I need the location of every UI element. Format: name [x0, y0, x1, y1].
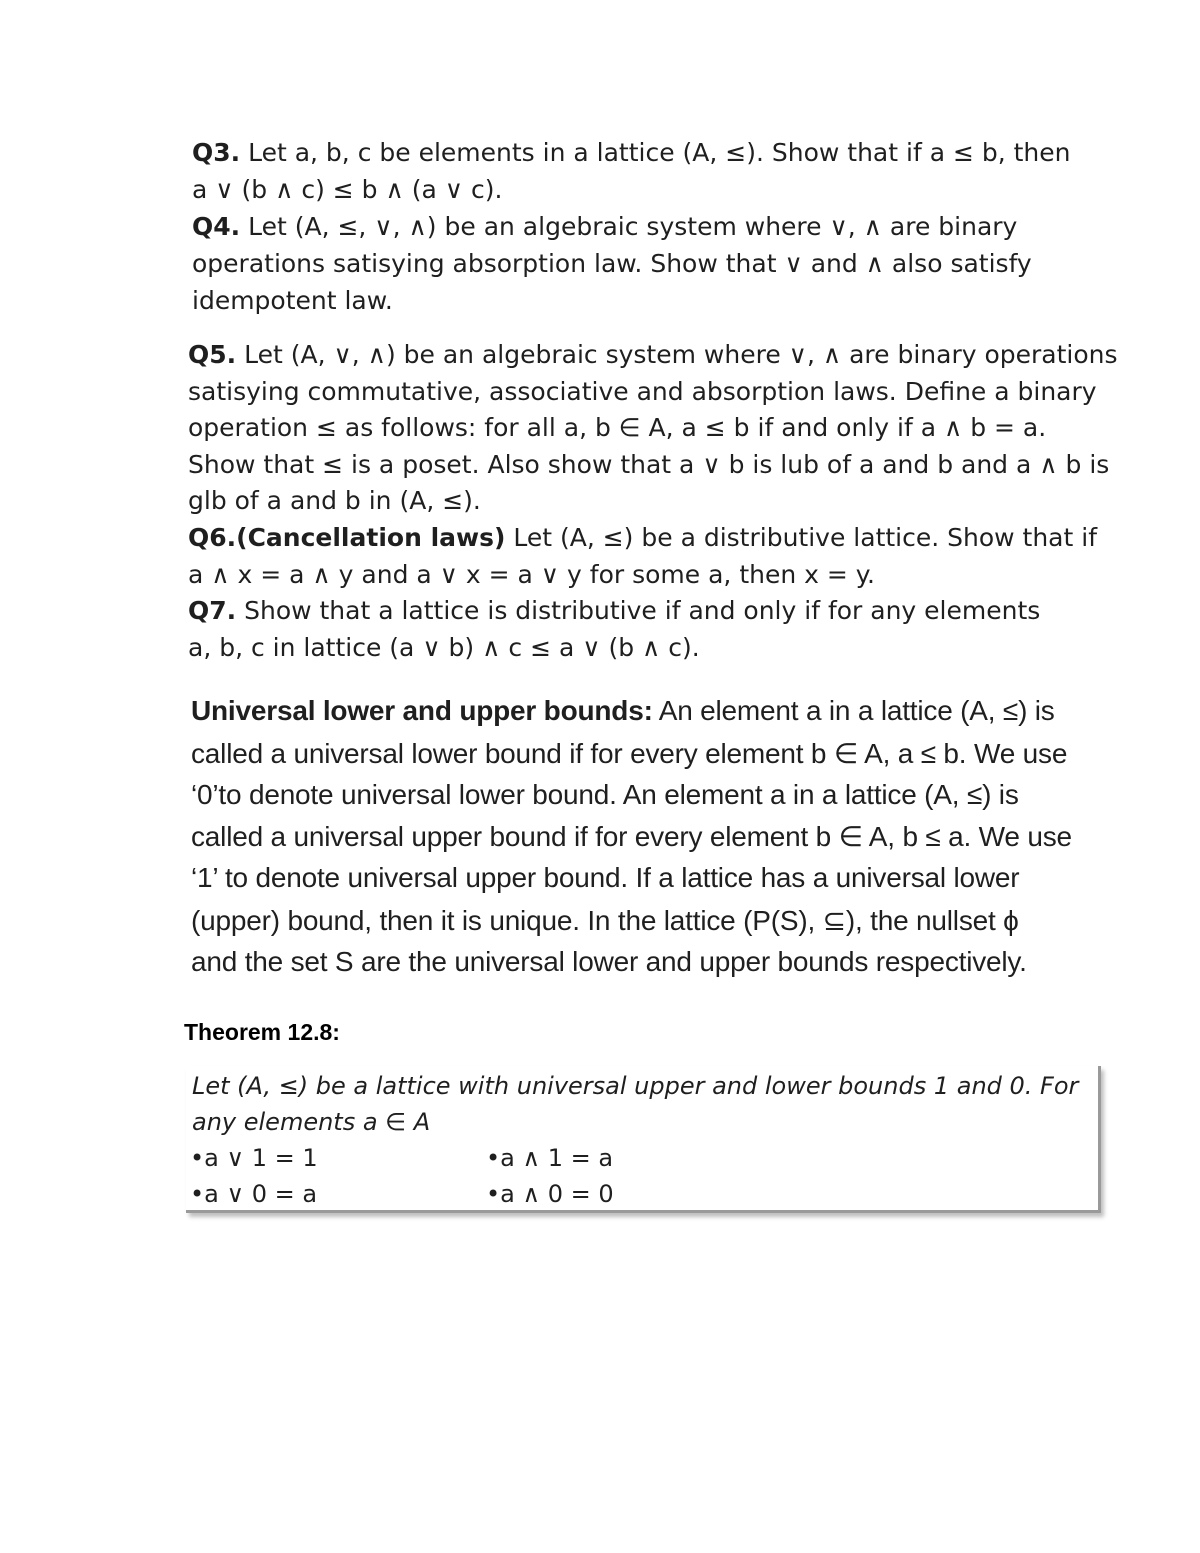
q5-line-5: glb of a and b in (A, ≤). [188, 486, 481, 515]
q5-line-3: operation ≤ as follows: for all a, b ∈ A, a ≤ b if and only if a ∧ b = a. [188, 413, 1047, 442]
q5-label: Q5. [188, 340, 237, 369]
q4-text-1: Let (A, ≤, ∨, ∧) be an algebraic system where ∨, ∧ are binary [240, 212, 1018, 241]
universal-line-5: ‘1’ to denote universal upper bound. If a lattice has a universal lower [191, 862, 1020, 893]
theorem-bullet-1: •a ∨ 1 = 1 [190, 1144, 318, 1172]
q5-line-1 [188, 340, 1118, 369]
q7-line-1 [188, 596, 1040, 625]
q6-label: Q6.(Cancellation laws) [188, 523, 506, 552]
q7-line-2: a, b, c in lattice (a ∨ b) ∧ c ≤ a ∨ (b ∧ c). [188, 633, 700, 662]
q7-text-1: Show that a lattice is distributive if and only if for any elements [236, 596, 1041, 625]
q3-text-1: Let a, b, c be elements in a lattice (A, ≤). Show that if a ≤ b, then [240, 138, 1071, 167]
universal-line-7: and the set S are the universal lower and upper bounds respectively. [191, 946, 1027, 977]
q3-line-1 [192, 138, 1071, 167]
universal-line-4: called a universal upper bound if for every element b ∈ A, b ≤ a. We use [191, 821, 1072, 852]
universal-text-1: An element a in a lattice (A, ≤) is [652, 695, 1055, 726]
q4-label: Q4. [192, 212, 241, 241]
q4-line-3: idempotent law. [192, 286, 393, 315]
q5-line-4: Show that ≤ is a poset. Also show that a ∨ b is lub of a and b and a ∧ b is [188, 450, 1110, 479]
q6-line-1 [188, 523, 1097, 552]
theorem-bullet-4: •a ∧ 0 = 0 [486, 1180, 614, 1208]
theorem-line-1: Let (A, ≤) be a lattice with universal upper and lower bounds 1 and 0. For [192, 1072, 1079, 1100]
universal-line-1 [191, 695, 1055, 727]
theorem-title: Theorem 12.8: [184, 1019, 340, 1045]
universal-line-2: called a universal lower bound if for every element b ∈ A, a ≤ b. We use [191, 738, 1068, 769]
q6-line-2: a ∧ x = a ∧ y and a ∨ x = a ∨ y for some a, then x = y. [188, 560, 875, 589]
q5-line-2: satisying commutative, associative and absorption laws. Define a binary [188, 377, 1097, 406]
universal-label: Universal lower and upper bounds: [191, 695, 653, 726]
universal-line-3: ‘0’to denote universal lower bound. An element a in a lattice (A, ≤) is [191, 779, 1019, 810]
q5-text-1: Let (A, ∨, ∧) be an algebraic system where ∨, ∧ are binary operations [236, 340, 1118, 369]
theorem-box [186, 1066, 1101, 1213]
q6-text-1: Let (A, ≤) be a distributive lattice. Show that if [505, 523, 1097, 552]
theorem-bullet-3: •a ∨ 0 = a [190, 1180, 318, 1208]
q3-line-2: a ∨ (b ∧ c) ≤ b ∧ (a ∨ c). [192, 175, 503, 204]
q4-line-1 [192, 212, 1017, 241]
q7-label: Q7. [188, 596, 237, 625]
q3-label: Q3. [192, 138, 241, 167]
universal-line-6: (upper) bound, then it is unique. In the lattice (P(S), ⊆), the nullset ϕ [191, 905, 1019, 936]
theorem-bullet-2: •a ∧ 1 = a [486, 1144, 614, 1172]
q4-line-2: operations satisying absorption law. Show that ∨ and ∧ also satisfy [192, 249, 1032, 278]
theorem-line-2: any elements a ∈ A [192, 1108, 431, 1136]
